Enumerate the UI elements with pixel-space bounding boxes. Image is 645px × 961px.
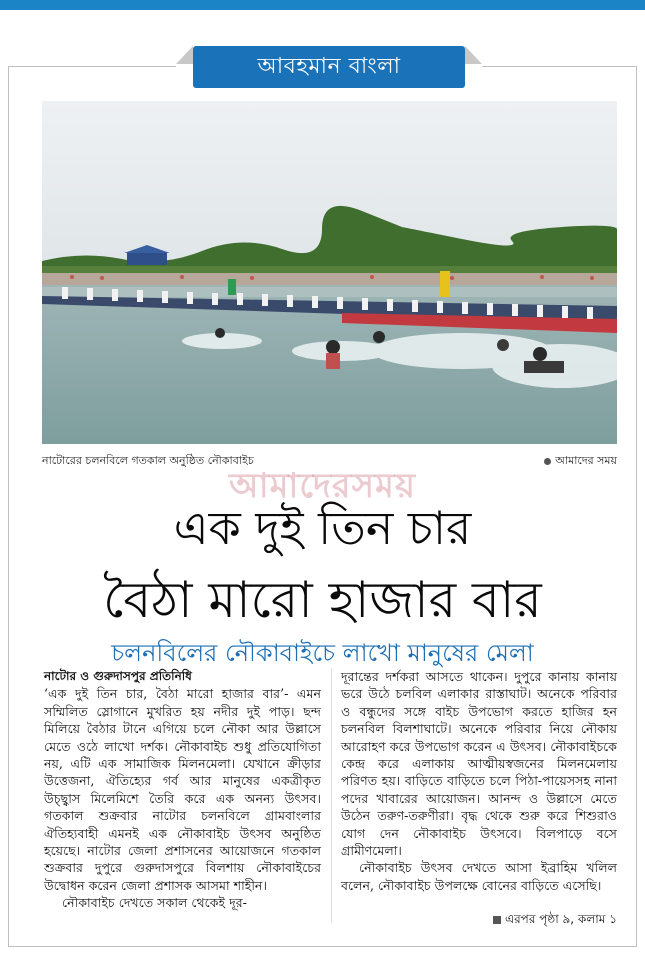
- article-paragraph: নৌকাবাইচ উৎসব দেখতে আসা ইব্রাহিম খলিল বলেন, নৌকাবাইচ উপলক্ষে বোনের বাড়িতে এসেছি।: [341, 860, 617, 893]
- frame-top-right: [482, 66, 637, 67]
- photo-credit-text: আমাদের সময়: [555, 454, 617, 467]
- headline-line-2: বৈঠা মারো হাজার বার: [103, 571, 542, 629]
- subheadline: চলনবিলের নৌকাবাইচে লাখো মানুষের মেলা: [111, 639, 534, 667]
- continued-text: এরপর পৃষ্ঠা ৯, কলাম ১: [504, 912, 617, 926]
- boat-race-photo: [42, 101, 617, 444]
- tab-right-fold: [465, 46, 482, 64]
- tab-left-fold: [176, 46, 193, 64]
- byline: নাটোর ও গুরুদাসপুর প্রতিনিধি: [44, 669, 192, 683]
- continued-square-icon: [493, 916, 501, 924]
- article-paragraph: দূরান্তের দর্শকরা আসতে থাকেন। দুপুরে কানায় কানায় ভরে উঠে চলবিল এলাকার রাস্তাঘাট। অনেকে পরিবার ও বন্ধুদের সঙ্গে বাইচ উপভোগ করতে হাজির হন চলনবিল বিলশাঘাটে। অনেকে পরিবার নিয়ে নৌকায় আরোহণ করে উপভোগ করেন এ উৎসব। নৌকাবাইচকে কেন্দ্র করে এলাকায় আত্মীয়স্বজনের মিলনমেলায় পরিণত হয়। বাড়িতে বাড়িতে চলে পিঠা-পায়েসসহ নানা পদের খাবারের আয়োজন। আনন্দ ও উল্লাসে মেতে উঠেন তরুণ-তরুণীরা। বৃদ্ধ থেকে শুরু করে শিশুরাও যোগ দেন নৌকাবাইচ উৎসবে। বিলপাড়ে বসে গ্রামীণমেলা।: [341, 669, 617, 859]
- article-paragraph: নৌকাবাইচ দেখতে সকাল থেকেই দূর-: [62, 895, 247, 911]
- column-divider: [331, 668, 332, 923]
- top-color-bar: [0, 0, 645, 10]
- article-paragraph: ‘এক দুই তিন চার, বৈঠা মারো হাজার বার’- এমন সম্মিলিত স্লোগানে মুখরিত হয় নদীর দুই পাড়। ছন্দ মিলিয়ে বৈঠার টানে এগিয়ে চলে নৌকা আর উল্লাসে মেতে ওঠে লাখো দর্শক। নৌকাবাইচ শুধু প্রতিযোগিতা নয়, এটি এক সামাজিক মিলনমেলা। যেখানে ক্রীড়ার উত্তেজনা, ঐতিহ্যের গর্ব আর মানুষের একত্রীকৃত উচ্ছ্বাস মিলেমিশে তৈরি করে এক অনন্য উৎসব। গতকাল শুক্রবার নাটোর চলনবিলে গ্রামবাংলার ঐতিহ্যবাহী এমনই এক নৌকাবাইচ উৎসব অনুষ্ঠিত হয়েছে। নাটোর জেলা প্রশাসনের আয়োজনে গতকাল শুক্রবার দুপুরে গুরুদাসপুরে বিলশায় নৌকাবাইচের উদ্বোধন করেন জেলা প্রশাসক আসমা শাহীন।: [44, 686, 321, 893]
- watermark-logo: আমাদেরসময়: [229, 466, 416, 506]
- article-column-right: [341, 668, 617, 894]
- frame-bottom: [8, 946, 637, 947]
- article-column-left: [44, 668, 321, 912]
- photo-caption: নাটোরের চলনবিলে গতকাল অনুষ্ঠিত নৌকাবাইচ: [42, 454, 254, 467]
- frame-top-left: [8, 66, 176, 67]
- headline-line-1: এক দুই তিন চার: [173, 501, 472, 555]
- section-title: আবহমান বাংলা: [193, 46, 465, 88]
- continued-on-page[interactable]: [493, 911, 617, 931]
